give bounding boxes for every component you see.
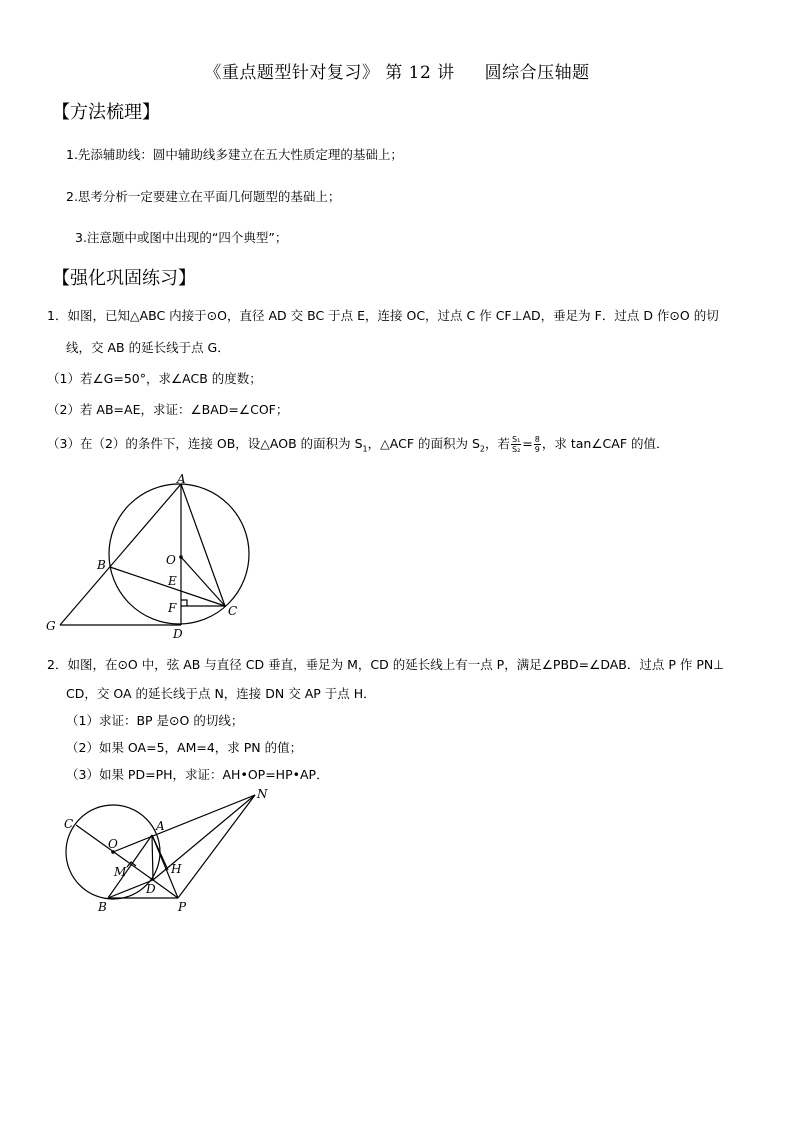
q2-label-P: P xyxy=(178,900,187,914)
q1-label-C: C xyxy=(228,604,238,618)
q2-label-B: B xyxy=(98,900,107,914)
q1-stem-line2: 线，交 AB 的延长线于点 G． xyxy=(66,340,230,355)
q1-label-E: E xyxy=(168,574,177,588)
q1-ratio-num: S₁ xyxy=(512,435,521,444)
title-main: 《重点题型针对复习》 第 12 讲 xyxy=(204,63,455,83)
q2-part-2: （2）如果 OA=5，AM=4，求 PN 的值； xyxy=(66,740,303,755)
q1-value-den: 9 xyxy=(534,445,540,454)
q2-part-1: （1）求证：BP 是⊙O 的切线； xyxy=(66,713,244,728)
practice-heading: 【强化巩固练习】 xyxy=(52,268,196,289)
q2-label-O: O xyxy=(108,837,118,851)
q1-label-D: D xyxy=(173,627,183,641)
q2-line-DN xyxy=(153,795,255,880)
q2-label-C: C xyxy=(64,817,74,831)
q2-stem-line1: 2．如图，在⊙O 中，弦 AB 与直径 CD 垂直，垂足为 M，CD 的延长线上有一点 P，满足∠PBD=∠DAB．过点 P 作 PN⊥ xyxy=(47,657,725,672)
method-heading: 【方法梳理】 xyxy=(52,102,160,123)
method-item-1: 1.先添辅助线：圆中辅助线多建立在五大性质定理的基础上； xyxy=(66,147,403,162)
q1-p3-end: ，求 tan∠CAF 的值． xyxy=(541,436,669,451)
q1-value-num: 8 xyxy=(534,435,540,444)
q2-label-H: H xyxy=(171,862,182,876)
q2-label-N: N xyxy=(257,787,268,801)
q1-part-1: （1）若∠G=50°，求∠ACB 的度数； xyxy=(47,371,262,386)
q1-label-G: G xyxy=(46,619,56,633)
q1-p3-if: ，若 xyxy=(484,436,510,451)
q2-part-3: （3）如果 PD=PH，求证：AH•OP=HP•AP． xyxy=(66,767,329,782)
q2-stem-line2: CD，交 OA 的延长线于点 N，连接 DN 交 AP 于点 H． xyxy=(66,686,376,701)
q1-part-2: （2）若 AB=AE，求证：∠BAD=∠COF； xyxy=(47,402,289,417)
q1-p3-pre: （3）在（2）的条件下，连接 OB，设△AOB 的面积为 S xyxy=(47,436,363,451)
q1-p3-mid: ，△ACF 的面积为 S xyxy=(367,436,480,451)
method-item-2: 2.思考分析一定要建立在平面几何题型的基础上； xyxy=(66,189,341,204)
method-item-3: 3.注意题中或图中出现的“四个典型”； xyxy=(75,230,288,245)
q2-line-AD xyxy=(152,835,153,880)
q1-ratio-den: S₂ xyxy=(512,445,521,454)
q2-label-D: D xyxy=(146,882,156,896)
q1-stem-line1: 1．如图，已知△ABC 内接于⊙O，直径 AD 交 BC 于点 E，连接 OC，过点 C 作 CF⊥AD，垂足为 F．过点 D 作⊙O 的切 xyxy=(47,308,719,323)
q2-line-AH xyxy=(152,835,168,870)
q1-label-B: B xyxy=(97,558,106,572)
q1-p3-eq: = xyxy=(522,436,533,451)
q1-label-O: O xyxy=(166,553,176,567)
q2-label-M: M xyxy=(114,865,127,879)
q1-label-A: A xyxy=(177,472,186,486)
q1-p3-sub2: 2 xyxy=(479,444,485,454)
q2-label-A: A xyxy=(156,819,165,833)
q1-label-F: F xyxy=(168,601,177,615)
q1-p3-sub1: 1 xyxy=(362,444,368,454)
title-topic: 圆综合压轴题 xyxy=(484,63,590,83)
